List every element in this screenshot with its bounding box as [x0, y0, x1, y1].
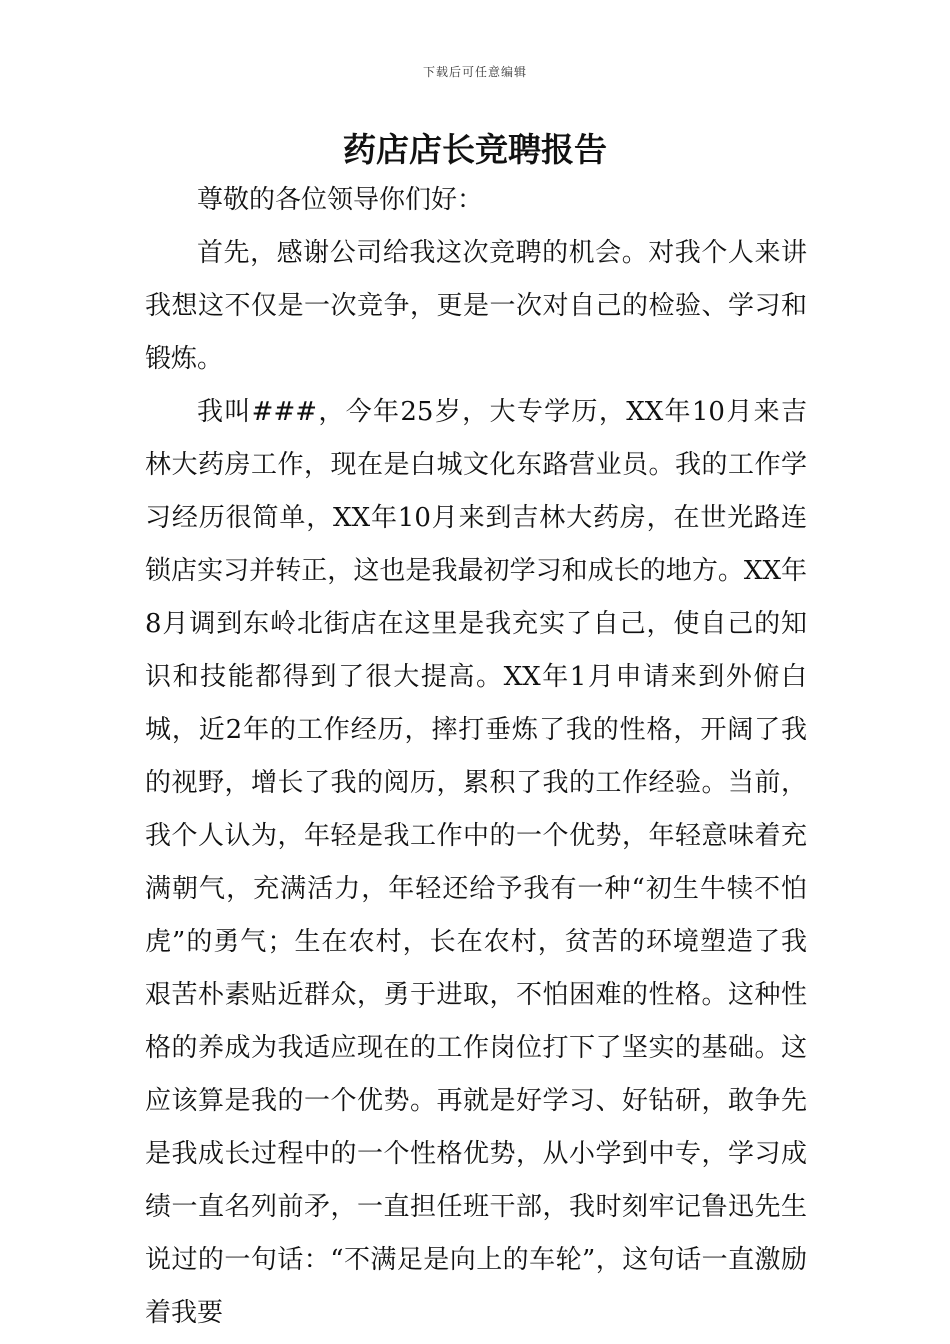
header-note: 下载后可任意编辑: [422, 65, 527, 79]
paragraph-background: 我叫###，今年25岁，大专学历，XX年10月来吉林大药房工作，现在是白城文化东路营业员。我的工作学习经历很简单，XX年10月来到吉林大药房，在世光路连锁店实习并转正，这也是我最初学习和成长的地方。XX年8月调到东岭北街店在这里是我充实了自己，使自己的知识和技能都得到了很大提高。XX年1月申请来到外俯白城，近2年的工作经历，摔打垂炼了我的性格，开阔了我的视野，增长了我的阅历，累积了我的工作经验。当前，我个人认为，年轻是我工作中的一个优势，年轻意味着充满朝气，充满活力，年轻还给予我有一种“初生牛犊不怕虎”的勇气；生在农村，长在农村，贫苦的环境塑造了我艰苦朴素贴近群众，勇于进取，不怕困难的性格。这种性格的养成为我适应现在的工作岗位打下了坚实的基础。这应该算是我的一个优势。再就是好学习、好钻研，敢争先是我成长过程中的一个性格优势，从小学到中专，学习成绩一直名列前矛，一直担任班干部，我时刻牢记鲁迅先生说过的一句话：“不满足是向上的车轮”，这句话一直激励着我要: [145, 397, 807, 1328]
paragraph-intro: 首先，感谢公司给我这次竞聘的机会。对我个人来讲我想这不仅是一次竞争，更是一次对自己的检验、学习和锻炼。: [145, 238, 807, 374]
document-title: 药店店长竞聘报告: [343, 130, 607, 169]
document-body: [145, 174, 807, 1340]
salutation: 尊敬的各位领导你们好：: [197, 185, 484, 215]
